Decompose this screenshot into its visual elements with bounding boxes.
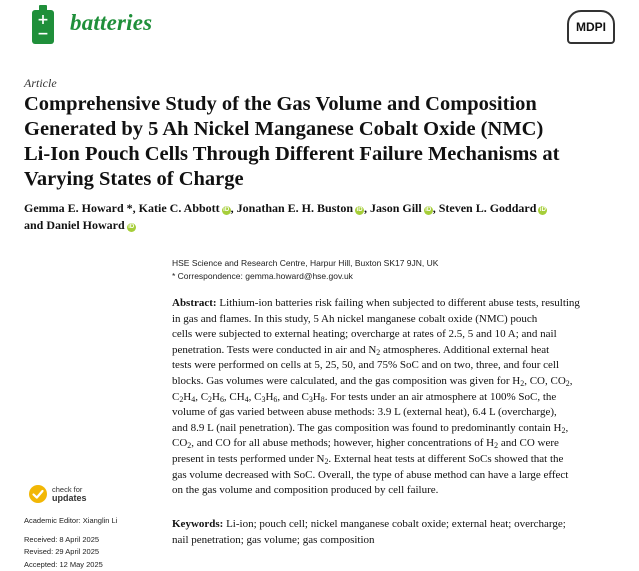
orcid-icon[interactable]: iD	[539, 207, 546, 213]
revised-date: Revised: 29 April 2025	[24, 547, 100, 557]
orcid-icon[interactable]: iD	[223, 207, 230, 213]
abstract-text: penetration. Tests were conducted in air and $N_2$ atmospheres. Additional external heat	[172, 343, 550, 357]
check-for-updates-big: updates	[52, 493, 87, 503]
keywords	[172, 517, 624, 548]
journal-name[interactable]: batteries	[70, 10, 153, 35]
author[interactable]: Gemma E. Howard *,	[24, 201, 139, 215]
abstract-text: cells were subjected to external heating; overcharge at rates of 2.5, 5 and 10 A; and nail	[172, 328, 557, 341]
abstract-text: volume of gas varied between abuse methods: 3.9 L (external heat), 6.4 L (overcharge),	[172, 406, 557, 419]
author[interactable]: , Jonathan E. H. Buston	[230, 201, 354, 215]
abstract-text: present in tests performed under $N_2$. External heat tests at different SoCs showed that the	[172, 452, 564, 466]
keywords-label: Keywords:	[172, 518, 224, 530]
abstract-text: and 8.9 L (nail penetration). The gas composition was found to predominantly contain $H_2$,	[172, 421, 569, 435]
author[interactable]: and Daniel Howard	[24, 218, 125, 232]
orcid-icon[interactable]: iD	[356, 207, 363, 213]
article-history	[24, 515, 117, 571]
abstract	[172, 296, 624, 499]
academic-editor: Academic Editor: Xianglin Li	[24, 516, 118, 525]
title-line: Generated by 5 Ah Nickel Manganese Cobalt Oxide (NMC)	[24, 118, 544, 140]
author[interactable]: , Jason Gill	[364, 201, 422, 215]
mdpi-logo-icon[interactable]: MDPI	[567, 10, 615, 44]
author[interactable]: Katie C. Abbott	[138, 201, 220, 215]
abstract-text: tests were performed on cells at 5, 25, 50, and 75% SoC and on two, three, and four cell	[172, 359, 560, 372]
abstract-label: Abstract:	[172, 297, 217, 309]
article-title	[24, 92, 624, 192]
orcid-icon[interactable]: iD	[425, 207, 432, 213]
keywords-text: nail penetration; gas volume; gas composition	[172, 533, 375, 546]
check-for-updates-small: check for	[52, 485, 83, 494]
abstract-text: on the gas volume and composition produced by cell failure.	[172, 484, 439, 497]
article-type: Article	[24, 76, 57, 90]
keywords-text: Li-ion; pouch cell; nickel manganese cobalt oxide; external heat; overcharge;	[223, 518, 566, 530]
title-line: Li-Ion Pouch Cells Through Different Failure Mechanisms at	[24, 143, 560, 165]
title-line: Varying States of Charge	[24, 168, 244, 190]
received-date: Received: 8 April 2025	[24, 535, 100, 545]
abstract-text: Lithium-ion batteries risk failing when subjected to different abuse tests, resulting	[216, 297, 580, 309]
check-for-updates[interactable]	[52, 486, 87, 502]
orcid-icon[interactable]: iD	[128, 224, 135, 230]
author-list	[24, 200, 624, 234]
correspondence[interactable]: * Correspondence: gemma.howard@hse.gov.uk	[172, 271, 353, 281]
author[interactable]: , Steven L. Goddard	[432, 201, 537, 215]
affiliations	[172, 257, 438, 283]
abstract-text: gas volume decreased with SoC. Overall, the type of abuse method can have a large effect	[172, 468, 569, 481]
title-line: Comprehensive Study of the Gas Volume and Composition	[24, 93, 537, 115]
accepted-date: Accepted: 12 May 2025	[24, 559, 103, 569]
abstract-text: $C_2H_4$, $C_2H_6$, $CH_4$, $C_3H_6$, and $C_3H_8$. For tests under an air atmosphere at 100% SoC, the	[172, 390, 557, 404]
affiliation: HSE Science and Research Centre, Harpur Hill, Buxton SK17 9JN, UK	[172, 258, 439, 268]
abstract-text: in gas and flames. In this study, 5 Ah nickel manganese cobalt oxide (NMC) pouch	[172, 312, 538, 325]
check-for-updates-icon[interactable]	[28, 484, 48, 504]
battery-logo-icon: + −	[32, 10, 54, 44]
abstract-text: $CO_2$, and CO for all abuse methods; however, higher concentrations of $H_2$ and CO were	[172, 437, 559, 451]
abstract-text: blocks. Gas volumes were calculated, and the gas composition was given for $H_2$, CO, $CO_2$,	[172, 374, 573, 388]
